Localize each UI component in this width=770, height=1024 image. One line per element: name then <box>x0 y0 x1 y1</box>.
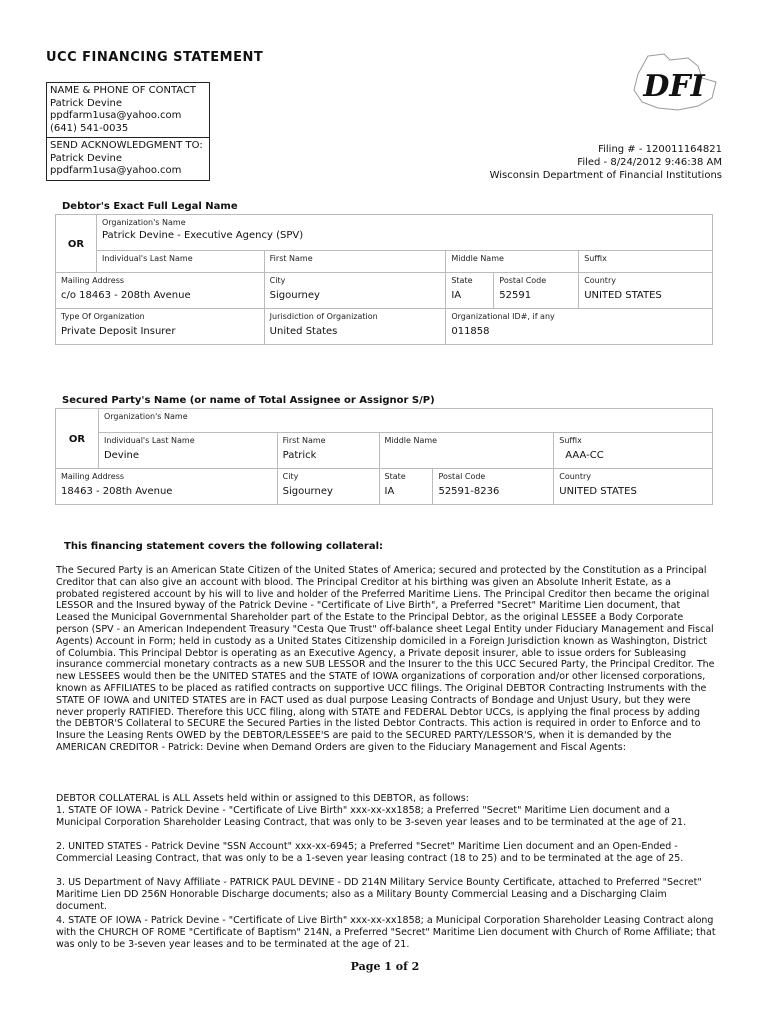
debtor-first-name-label: First Name <box>269 254 313 263</box>
page-number: Page 1 of 2 <box>350 960 420 973</box>
debtor-org-name-cell <box>96 215 712 251</box>
debtor-jurisdiction-label: Jurisdiction of Organization <box>269 312 378 321</box>
secured-last-name-cell <box>98 433 277 469</box>
debtor-org-name: Patrick Devine - Executive Agency (SPV) <box>101 230 304 241</box>
secured-suffix-label: Suffix <box>559 436 582 445</box>
debtor-middle-name-cell <box>446 251 579 273</box>
secured-first-name: Patrick <box>282 450 317 461</box>
secured-country: UNITED STATES <box>559 486 637 497</box>
debtor-jurisdiction-cell <box>264 309 446 345</box>
secured-mailing-cell <box>56 469 278 505</box>
secured-mailing-label: Mailing Address <box>61 472 125 481</box>
secured-postal-label: Postal Code <box>438 472 486 481</box>
secured-first-name-label: First Name <box>282 436 326 445</box>
secured-or-label: OR <box>56 409 99 469</box>
debtor-last-name-cell <box>96 251 264 273</box>
secured-middle-name-label: Middle Name <box>384 436 438 445</box>
secured-suffix: AAA-CC <box>565 450 604 461</box>
debtor-postal-label: Postal Code <box>499 276 547 285</box>
ack-email: ppdfarm1usa@yahoo.com <box>50 165 182 176</box>
collateral-paragraph-1: The Secured Party is an American State Citizen of the United States of America; secured and protected by the Constitution as a Principal Creditor that can also give an account with blood. The Principal Creditor at his birthing was given an Absolute Inherit Estate, as a probated registered account by his will to live and holder of the Preferred Maritime Liens. The Principal Creditor then became the original LESSOR and the Insured byway of the Patrick Devine - "Certificate of Live Birth", a Preferred "Secret" Maritime Lien document, that Leased the Municipal Governmental Shareholder part of the Estate to the Principal Debtor, as the original LESSEE a Body Corporate person (SPV - an American Independent Treasury "Cesta Que Trust" off-balance sheet Legal Entity under Fiduciary Management and Fiscal Agents) Account in Form; held in custody as a United States Citizenship domiciled in a Foreign Jurisdiction known as Washington, District of Columbia. This Principal Debtor is operating as an Executive Agency, a Private deposit insurer, able to issue orders for Subleasing insurance commercial monetary contracts as a new SUB LESSOR and the Insurer to the this UCC Secured Party, the Principal Creditor. The new LESSEES would then be the UNITED STATES and the STATE of IOWA organizations of corporation and/or other licensed corporations, known as AFFILIATES to be placed as ratified contracts on supportive UCC filings. The Original DEBTOR Contracting Instruments with the STATE OF IOWA and UNITED STATES are in FACT used as dual purpose Leasing Contracts of Bondage and Unjust Usury, but they were never properly RATIFIED. Therefore this UCC filing, along with STATE and FEDERAL Debtor UCCs, is applying the final process by adding the DEBTOR'S Collateral to SECURE the Secured Parties in the listed Debtor Contracts. This action is required in order to Enforce and to Insure the Leasing Rents OWED by the DEBTOR/LESSEE'S are paid to the SECURED PARTY/LESSOR'S, when it is demanded by the AMERICAN CREDITOR - Patrick: Devine when Demand Orders are given to the Fiduciary Management and Fiscal Agents: <box>56 565 715 753</box>
secured-city: Sigourney <box>282 486 333 497</box>
secured-city-cell <box>277 469 379 505</box>
debtor-or-label: OR <box>56 215 97 273</box>
secured-state-label: State <box>384 472 406 481</box>
secured-section-title: Secured Party's Name (or name of Total Assignee or Assignor S/P) <box>62 395 435 406</box>
debtor-country-cell <box>579 273 713 309</box>
debtor-state: IA <box>451 290 462 301</box>
secured-middle-name-cell <box>379 433 554 469</box>
debtor-type: Private Deposit Insurer <box>61 326 176 337</box>
contact-label: NAME & PHONE OF CONTACT <box>50 85 197 96</box>
contact-name: Patrick Devine <box>50 97 123 109</box>
collateral-item-3: 3. US Department of Navy Affiliate - PATRICK PAUL DEVINE - DD 214N Military Service Bounty Certificate, attached to Preferred "Secret" Maritime Lien DD 256N Honorable Discharge documents; also as a Military Bounty Commercial Leasing and a Discharging Claim document. <box>56 877 702 912</box>
debtor-org-id-cell <box>446 309 713 345</box>
debtor-table <box>55 214 713 345</box>
secured-state-cell <box>379 469 433 505</box>
collateral-paragraph-2: DEBTOR COLLATERAL is ALL Assets held within or assigned to this DEBTOR, as follows: <box>56 793 469 804</box>
debtor-type-cell <box>56 309 265 345</box>
debtor-postal: 52591 <box>499 290 532 301</box>
secured-table <box>55 408 713 505</box>
debtor-last-name-label: Individual's Last Name <box>101 254 193 263</box>
debtor-state-label: State <box>451 276 473 285</box>
debtor-city: Sigourney <box>269 290 320 301</box>
secured-country-cell <box>554 469 713 505</box>
dfi-logo-text: DFI <box>643 69 705 104</box>
filing-info <box>490 143 722 182</box>
debtor-city-cell <box>264 273 446 309</box>
contact-email: ppdfarm1usa@yahoo.com <box>50 110 182 121</box>
collateral-title: This financing statement covers the following collateral: <box>64 541 384 552</box>
debtor-org-name-label: Organization's Name <box>101 218 186 227</box>
debtor-org-id-label: Organizational ID#, if any <box>451 312 555 321</box>
debtor-mailing: c/o 18463 - 208th Avenue <box>61 290 191 301</box>
secured-country-label: Country <box>559 472 592 481</box>
secured-mailing: 18463 - 208th Avenue <box>61 486 173 497</box>
contact-section <box>47 83 209 137</box>
dfi-logo <box>628 52 720 114</box>
secured-city-label: City <box>282 472 299 481</box>
secured-last-name-label: Individual's Last Name <box>103 436 195 445</box>
collateral-item-1: 1. STATE OF IOWA - Patrick Devine - "Certificate of Live Birth" xxx-xx-xx1858; a Preferred "Secret" Maritime Lien document and a Municipal Corporation Shareholder Leasing Contract, that was only to be 3-seven year leases and to be terminated at the age of 21. <box>56 805 687 828</box>
secured-org-name-cell <box>98 409 712 433</box>
debtor-mailing-cell <box>56 273 265 309</box>
secured-last-name: Devine <box>103 450 139 461</box>
secured-postal: 52591-8236 <box>438 486 500 497</box>
debtor-city-label: City <box>269 276 286 285</box>
secured-postal-cell <box>433 469 554 505</box>
ack-label: SEND ACKNOWLEDGMENT TO: <box>50 140 203 151</box>
debtor-suffix-label: Suffix <box>584 254 607 263</box>
debtor-org-id: 011858 <box>451 326 490 337</box>
secured-state: IA <box>384 486 395 497</box>
debtor-middle-name-label: Middle Name <box>451 254 504 263</box>
debtor-suffix-cell <box>579 251 713 273</box>
debtor-mailing-label: Mailing Address <box>61 276 125 285</box>
filing-number: Filing # - 120011164821 <box>598 144 722 155</box>
debtor-section-title: Debtor's Exact Full Legal Name <box>62 201 238 212</box>
debtor-type-label: Type Of Organization <box>61 312 145 321</box>
collateral-item-2: 2. UNITED STATES - Patrick Devine "SSN Account" xxx-xx-6945; a Preferred "Secret" Maritime Lien document and an Open-Ended - Commercial Leasing Contract, that was only to be a 1-seven year leasing contract (18 to 25) and to be terminated at the age of 25. <box>56 841 684 864</box>
debtor-country-label: Country <box>584 276 616 285</box>
debtor-first-name-cell <box>264 251 446 273</box>
document-title: UCC FINANCING STATEMENT <box>46 50 264 65</box>
debtor-country: UNITED STATES <box>584 290 662 301</box>
secured-first-name-cell <box>277 433 379 469</box>
filing-date: Filed - 8/24/2012 9:46:38 AM <box>577 157 722 168</box>
secured-org-name-label: Organization's Name <box>103 412 188 421</box>
debtor-jurisdiction: United States <box>269 326 338 337</box>
filing-agency: Wisconsin Department of Financial Institutions <box>489 170 722 181</box>
debtor-postal-cell <box>494 273 579 309</box>
contact-box <box>46 82 210 181</box>
collateral-item-4: 4. STATE OF IOWA - Patrick Devine - "Certificate of Live Birth" xxx-xx-xx1858; a Municipal Corporation Shareholder Leasing Contract along with the CHURCH OF ROME "Certificate of Baptism" 214N, a Preferred "Secret" Maritime Lien document with Church of Rome Affiliate; that was only to be 3-seven year leases and to be terminated at the age of 21. <box>56 915 716 950</box>
acknowledgment-section <box>47 137 209 180</box>
contact-phone: (641) 541-0035 <box>50 122 129 134</box>
ack-name: Patrick Devine <box>50 152 123 164</box>
secured-suffix-cell <box>554 433 713 469</box>
debtor-state-cell <box>446 273 494 309</box>
